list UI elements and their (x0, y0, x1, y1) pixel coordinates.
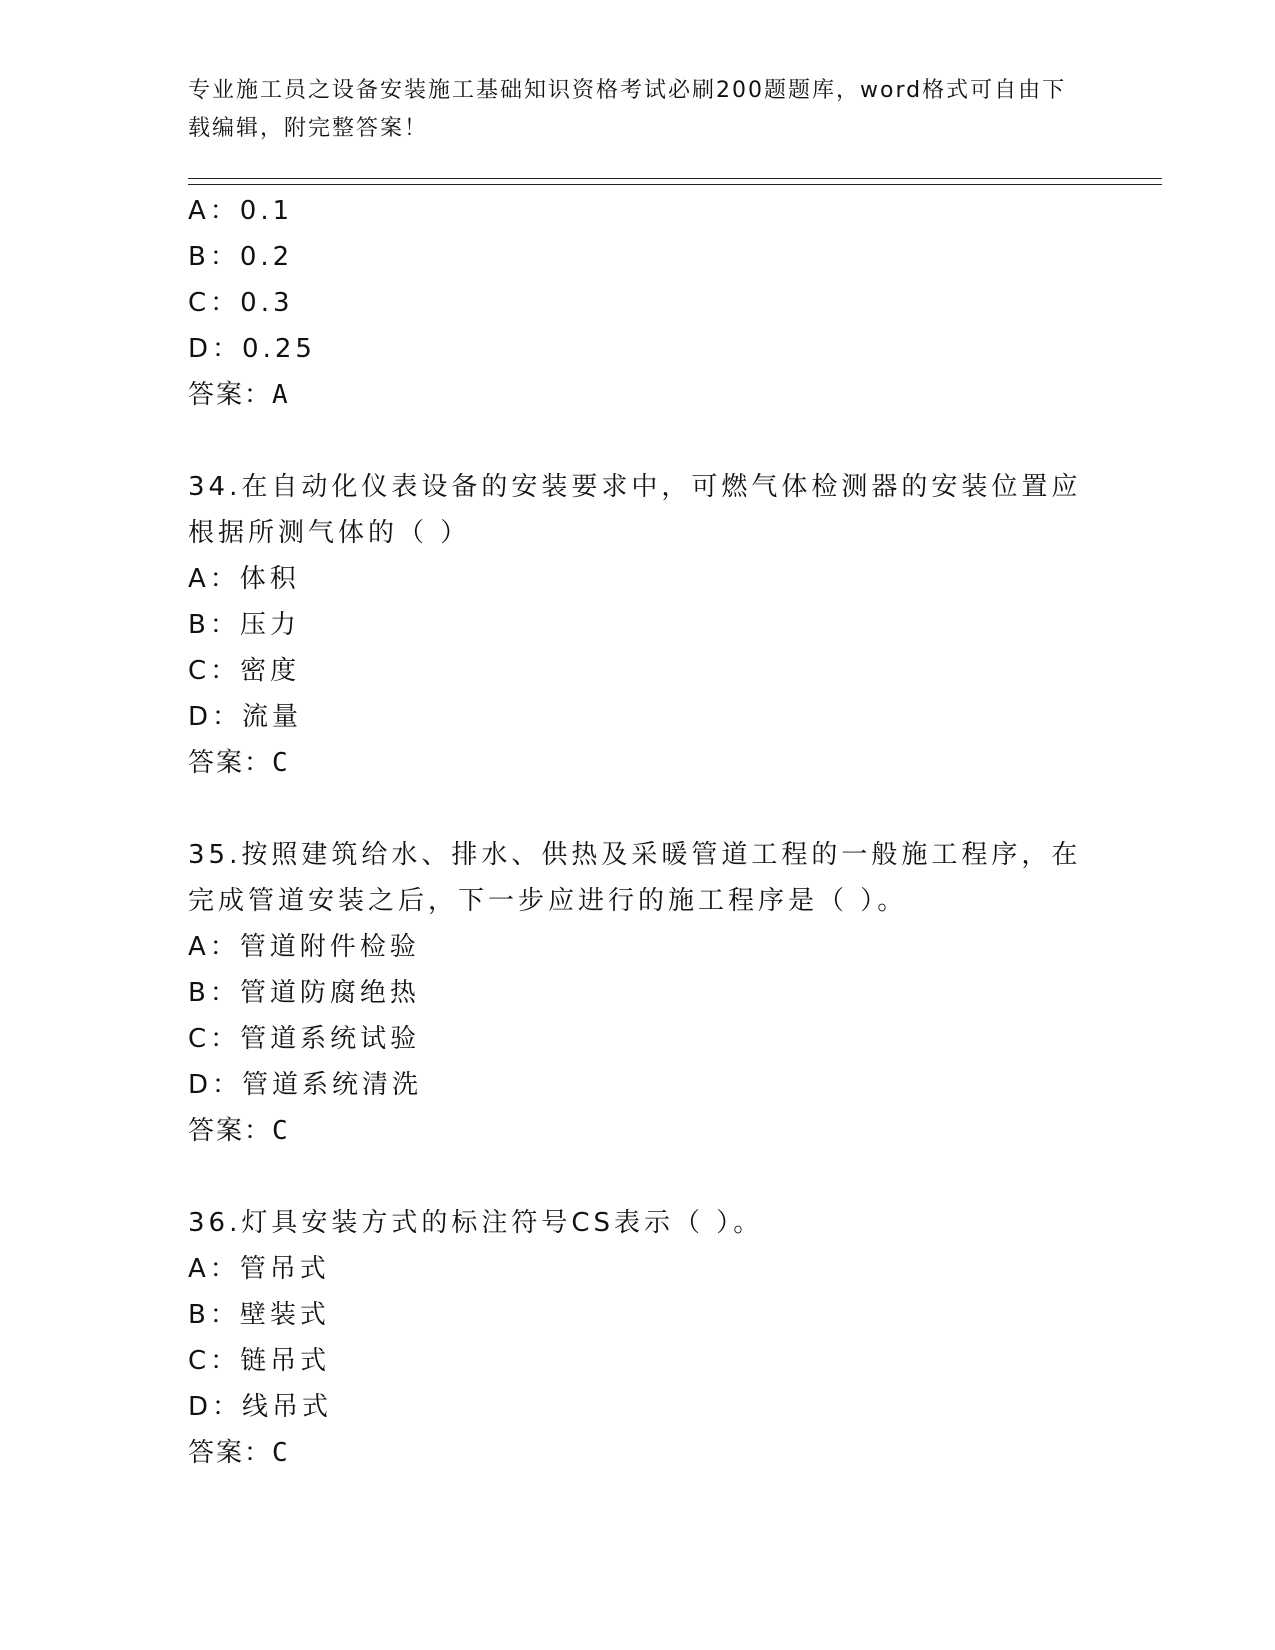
option-c: C：0.3 (188, 288, 294, 318)
document-header (188, 72, 1088, 148)
option-d: D：管道系统清洗 (188, 1070, 423, 1100)
option-a: A：体积 (188, 564, 300, 594)
question-stem: 34.在自动化仪表设备的安装要求中，可燃气体检测器的安装位置应根据所测气体的（ ） (188, 472, 1082, 548)
option-d: D：流量 (188, 702, 303, 732)
option-c: C：链吊式 (188, 1346, 331, 1376)
option-b: B：压力 (188, 610, 300, 640)
option-c: C：管道系统试验 (188, 1024, 421, 1054)
option-b: B：壁装式 (188, 1300, 330, 1330)
option-b: B：0.2 (188, 242, 294, 272)
question-35 (188, 832, 1108, 1154)
answer-line: 答案：A (188, 380, 290, 410)
spacer (188, 786, 1108, 832)
answer-line: 答案：C (188, 1116, 290, 1146)
option-d: D：线吊式 (188, 1392, 333, 1422)
spacer (188, 1154, 1108, 1200)
question-36 (188, 1200, 1108, 1476)
question-stem: 36.灯具安装方式的标注符号CS表示（ ）。 (188, 1208, 764, 1238)
option-a: A：管吊式 (188, 1254, 330, 1284)
option-d: D：0.25 (188, 334, 316, 364)
answer-line: 答案：C (188, 1438, 290, 1468)
question-stem: 35.按照建筑给水、排水、供热及采暖管道工程的一般施工程序，在完成管道安装之后，下一步应进行的施工程序是（ ）。 (188, 840, 1082, 916)
header-rule-top (188, 178, 1162, 179)
header-rule-bottom (188, 184, 1162, 185)
option-b: B：管道防腐绝热 (188, 978, 420, 1008)
question-33 (188, 188, 1108, 418)
question-34 (188, 464, 1108, 786)
question-list (188, 188, 1108, 1476)
option-a: A：管道附件检验 (188, 932, 420, 962)
option-a: A：0.1 (188, 196, 294, 226)
spacer (188, 418, 1108, 464)
answer-line: 答案：C (188, 748, 290, 778)
option-c: C：密度 (188, 656, 301, 686)
header-title: 专业施工员之设备安装施工基础知识资格考试必刷200题题库，word格式可自由下载编辑，附完整答案！ (188, 78, 1067, 141)
